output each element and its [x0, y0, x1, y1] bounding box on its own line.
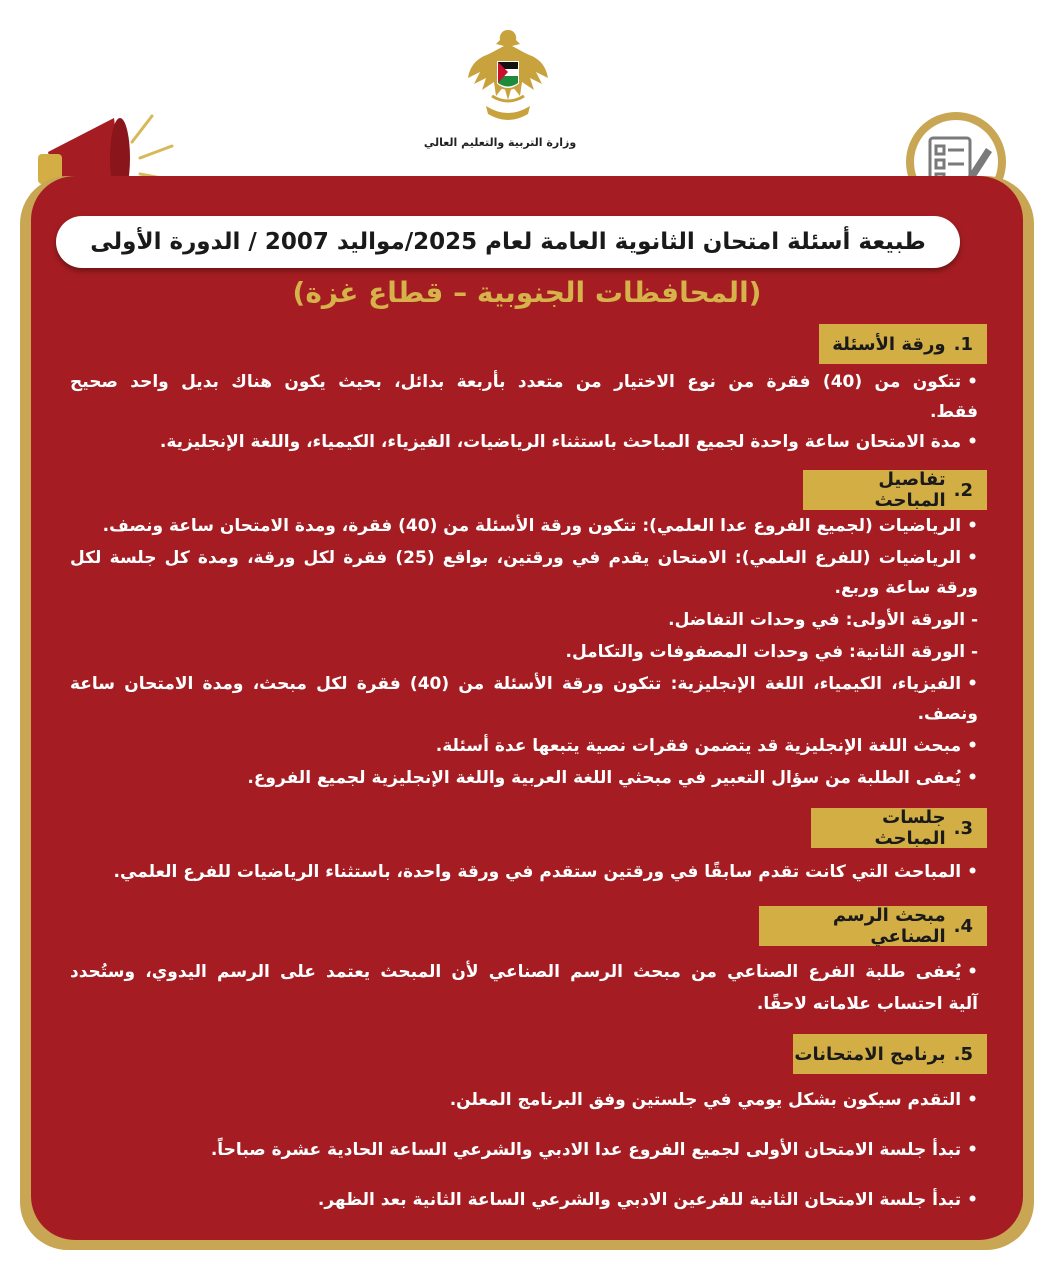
list-item: • المباحث التي كانت تقدم سابقًا في ورقتين ستقدم في ورقة واحدة، باستثناء الرياضيات للفرع العلمي.: [70, 862, 978, 882]
section-title: برنامج الامتحانات: [794, 1043, 946, 1065]
page-subtitle: (المحافظات الجنوبية – قطاع غزة): [292, 276, 762, 309]
list-item: • تبدأ جلسة الامتحان الأولى لجميع الفروع عدا الادبي والشرعي الساعة الحادية عشرة صباحاً.: [70, 1140, 978, 1160]
section-title: تفاصيل المباحث: [874, 469, 946, 511]
section-number: 1.: [953, 333, 973, 355]
section-title: ورقة الأسئلة: [832, 333, 946, 355]
section-3-heading: [811, 808, 987, 848]
list-item: • مبحث اللغة الإنجليزية قد يتضمن فقرات نصية يتبعها عدة أسئلة.: [70, 736, 978, 756]
list-item: • تبدأ جلسة الامتحان الثانية للفرعين الادبي والشرعي الساعة الثانية بعد الظهر.: [70, 1190, 978, 1210]
list-item: • التقدم سيكون بشكل يومي في جلستين وفق البرنامج المعلن.: [70, 1090, 978, 1110]
list-item: • يُعفى الطلبة من سؤال التعبير في مبحثي اللغة العربية واللغة الإنجليزية لجميع الفروع.: [70, 768, 978, 788]
list-item: • يُعفى طلبة الفرع الصناعي من مبحث الرسم الصناعي لأن المبحث يعتمد على الرسم اليدوي، وستُحدد: [70, 962, 978, 982]
list-item: • الرياضيات (للفرع العلمي): الامتحان يقدم في ورقتين، بواقع (25) فقرة لكل ورقة، ومدة كل جلسة لكل: [70, 548, 978, 568]
section-title: مبحث الرسم الصناعي: [832, 905, 946, 947]
list-item-continuation: ونصف.: [917, 704, 978, 724]
list-item-continuation: فقط.: [929, 402, 978, 422]
section-number: 2.: [953, 479, 973, 501]
ministry-name: وزارة التربية والتعليم العالي: [423, 136, 577, 149]
list-item: • الفيزياء، الكيمياء، اللغة الإنجليزية: تتكون ورقة الأسئلة من (40) فقرة لكل مبحث، ومدة الامتحان ساعة: [70, 674, 978, 694]
section-number: 5.: [953, 1043, 973, 1065]
list-item: • الرياضيات (لجميع الفروع عدا العلمي): تتكون ورقة الأسئلة من (40) فقرة، ومدة الامتحان ساعة ونصف.: [70, 516, 978, 536]
section-number: 3.: [953, 817, 973, 839]
list-item-continuation: ورقة ساعة وربع.: [834, 578, 978, 598]
list-subitem: - الورقة الثانية: في وحدات المصفوفات والتكامل.: [565, 642, 978, 662]
section-number: 4.: [953, 915, 973, 937]
section-2-heading: [803, 470, 987, 510]
section-5-heading: [793, 1034, 987, 1074]
list-item: • مدة الامتحان ساعة واحدة لجميع المباحث باستثناء الرياضيات، الفيزياء، الكيمياء، واللغة الإنجليزية.: [70, 432, 978, 452]
list-item-continuation: آلية احتساب علاماته لاحقًا.: [756, 994, 978, 1014]
section-title: جلسات المباحث: [874, 807, 946, 849]
section-1-heading: [819, 324, 987, 364]
page-title: طبيعة أسئلة امتحان الثانوية العامة لعام 2025/مواليد 2007 / الدورة الأولى: [56, 216, 960, 268]
list-item: • تتكون من (40) فقرة من نوع الاختيار من متعدد بأربعة بدائل، بحيث يكون هناك بديل واحد صحيح: [70, 372, 978, 392]
section-4-heading: [759, 906, 987, 946]
palestine-emblem-icon: [466, 26, 550, 132]
list-subitem: - الورقة الأولى: في وحدات التفاضل.: [668, 610, 978, 630]
